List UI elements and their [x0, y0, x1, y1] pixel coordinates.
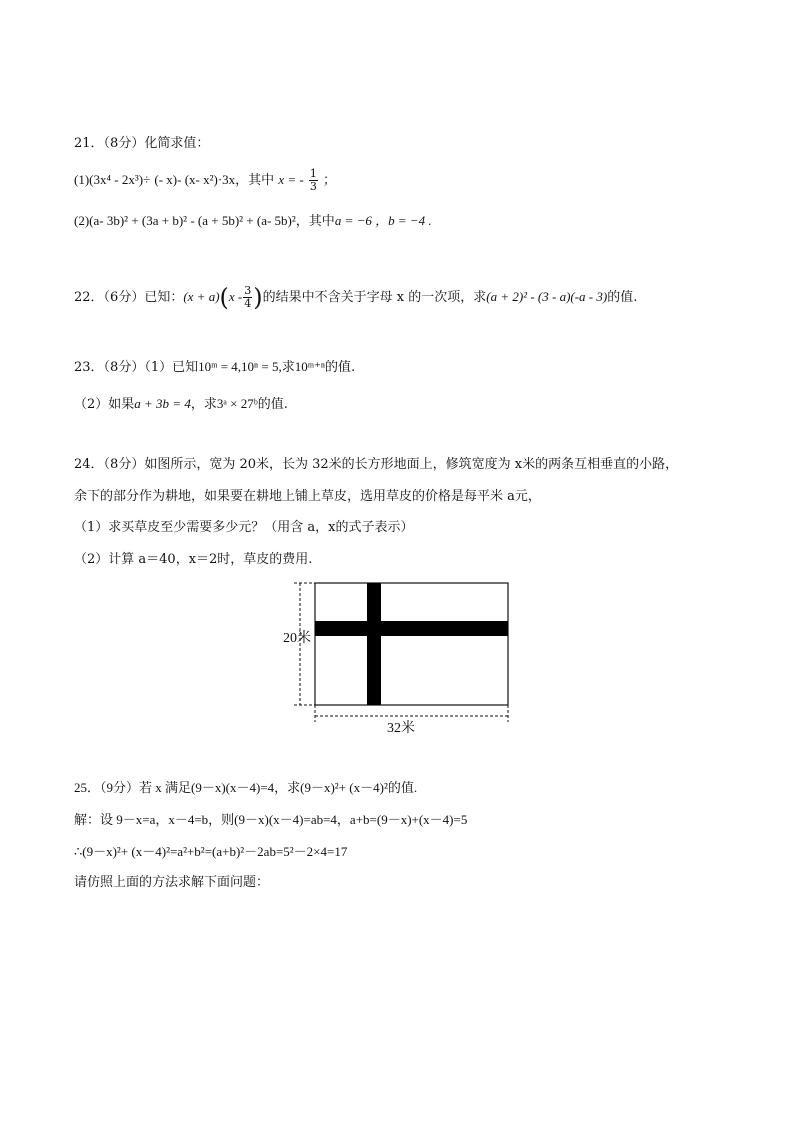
- q24-line1: 24．（8分）如图所示，宽为 20米，长为 32米的长方形地面上，修筑宽度为 x米的两条互相垂直的小路，: [74, 457, 679, 472]
- length-label: 32米: [387, 721, 415, 736]
- q21-p1-where: ，其中: [235, 173, 275, 188]
- q22-expr-a: (x + a): [183, 289, 220, 304]
- q22-num: 3: [244, 284, 252, 297]
- q21-header: 21．（8分）化简求值：: [74, 136, 210, 151]
- q22-middle: 的结果中不含关于字母 x 的一次项，求: [262, 290, 487, 305]
- width-label: 20米: [283, 631, 311, 646]
- q21-p1-fraction: [309, 168, 318, 193]
- q21-part1: [74, 168, 336, 193]
- q23-end2: 的值.: [257, 397, 288, 412]
- q23-end1: 的值.: [325, 360, 356, 375]
- q21-p1-dot: ÷: [143, 172, 151, 187]
- q22-den: 4: [244, 297, 252, 310]
- q23-p2-target: 3ᵃ × 27ᵇ: [216, 396, 258, 411]
- q24-figure: [280, 578, 520, 738]
- q25-line3: ∴(9－x)²+ (x－4)²=a²+b²=(a+b)²－2ab=5²－2×4=17: [74, 844, 348, 859]
- q21-p2-expr: (a- 3b)² + (3a + b)² - (a + 5b)² + (a- 5b)²: [89, 213, 296, 228]
- q24-line4: （2）计算 a＝40，x＝2时，草皮的费用.: [74, 552, 313, 567]
- q22-header: 22．（6分）已知：: [74, 290, 184, 305]
- q21-part2: [74, 212, 432, 231]
- q22-end: 的值.: [607, 290, 638, 305]
- q25-line4: 请仿照上面的方法求解下面问题：: [74, 875, 270, 890]
- field-rectangle: [315, 583, 508, 705]
- q25-line2: 解：设 9－x=a，x－4=b，则(9－x)(x－4)=ab=4，a+b=(9－x)+(x－4)=5: [74, 812, 468, 827]
- q21-p1-den: 3: [309, 180, 317, 193]
- q23-line2: [74, 395, 288, 414]
- q24-line3: （1）求买草皮至少需要多少元？（用含 a，x的式子表示）: [74, 520, 414, 535]
- q23-header: 23．（8分）（1）已知: [74, 360, 199, 375]
- q24-line2: 余下的部分作为耕地，如果要在耕地上铺上草皮，选用草皮的价格是每平米 a元，: [74, 489, 541, 504]
- q21-p1-end: ；: [322, 173, 336, 188]
- q21-p2-vals: a = −6 ，b = −4 .: [334, 213, 432, 228]
- q21-p1-var: x = -: [278, 172, 304, 187]
- q21-p1-num: 1: [309, 167, 317, 180]
- q25-line1: 25．（9分）若 x 满足(9－x)(x－4)=4，求(9－x)²+ (x－4)²的值.: [74, 780, 418, 795]
- q21-p2-prefix: (2): [74, 213, 90, 228]
- q23-p2-expr: a + 3b = 4: [134, 396, 191, 411]
- q23-p2-prefix: （2）如果: [74, 397, 135, 412]
- q22-fraction: [243, 285, 252, 310]
- horizontal-path: [315, 621, 508, 636]
- q22-paren-open: (: [219, 283, 229, 312]
- q21-p1-prefix: (1): [74, 172, 90, 187]
- q22-line: [74, 285, 637, 310]
- q23-p2-mid: ，求: [190, 397, 217, 412]
- q22-paren-close: ): [253, 283, 263, 312]
- q21-p2-where: ，其中: [295, 214, 335, 229]
- q23-line1: [74, 358, 355, 377]
- q21-p1-mid: (- x)- (x- x²)·3x: [154, 172, 236, 187]
- q22-target: (a + 2)² - (3 - a)(-a - 3): [486, 289, 608, 304]
- q21-p1-expr: (3x⁴ - 2x³): [89, 172, 144, 187]
- vertical-path: [367, 583, 381, 705]
- q23-given: 10ᵐ = 4,10ⁿ = 5,求10ᵐ⁺ⁿ: [198, 359, 326, 374]
- q22-expr-b-pre: x -: [228, 289, 243, 304]
